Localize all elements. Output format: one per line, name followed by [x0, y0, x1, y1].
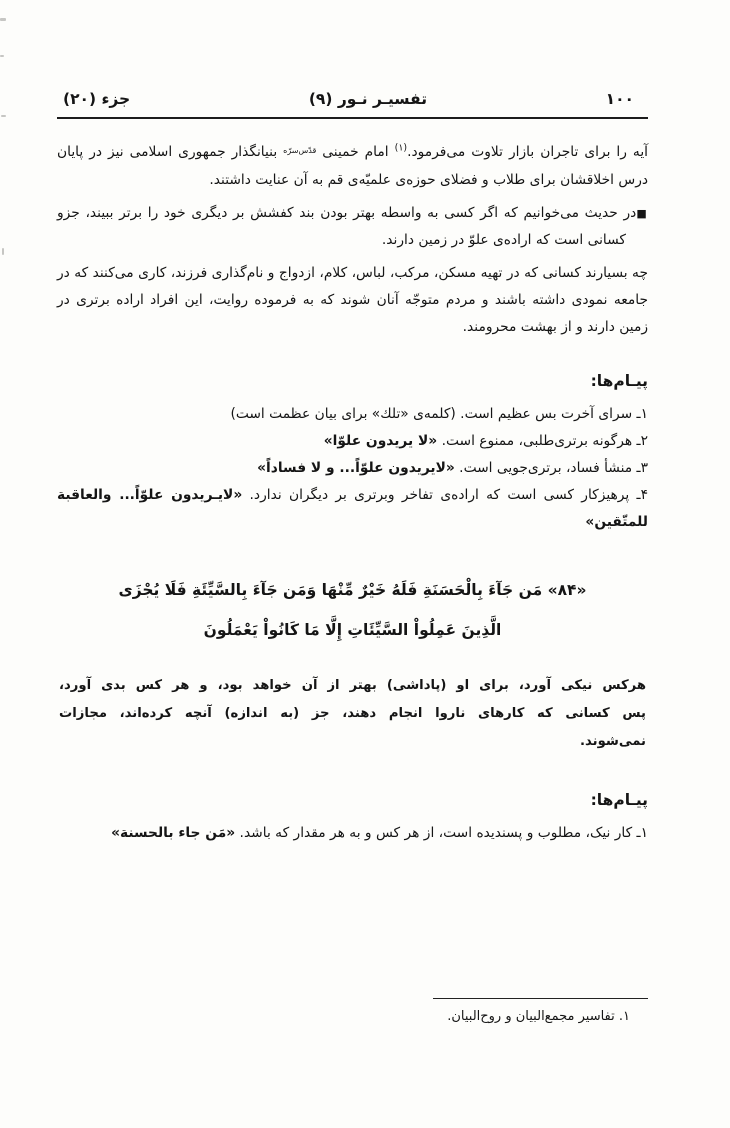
- square-bullet-icon: ■: [636, 207, 648, 220]
- verse-translation: هرکس نیکی آورد، برای او (پاداشی) بهتر از آن خواهد بود، و هر کس بدی آورد، پس کسانی که کارهای ناروا انجام دهند، جز (به اندازه) آنچه کرده‌اند، مجازات نمی‌شوند.: [59, 678, 646, 749]
- header-rule: [57, 117, 648, 119]
- verse-line: الَّذِینَ عَمِلُواْ السَّیِّئَاتِ إِلَّا مَا کَانُواْ یَعْمَلُونَ: [203, 621, 502, 639]
- page-header: [57, 90, 648, 108]
- intro-sentence: بنیانگذار جمهوری اسلامی نیز در پایان درس اخلاقشان برای طلاب و فضلای حوزه‌ی علمیّه‌ی قم به آن عنایت داشتند.: [57, 144, 648, 188]
- commentary-paragraph: چه بسیارند کسانی که در تهیه مسکن، مرکب، لباس، کلام، ازدواج و نام‌گذاری فرزند، کاری می‌کنند که در جامعه نمودی داشته باشند و مردم متوجّه آنان شوند که به فرموده روایت، این افراد اراده برتری در زمین دارند و از بهشت محرومند.: [57, 265, 648, 335]
- messages-list: [57, 401, 648, 536]
- footnote-rule: [433, 998, 648, 999]
- message-text: ۴ـ پرهیزکار کسی است که اراده‌ی تفاخر وبرتری بر دیگران ندارد.: [242, 487, 648, 503]
- message-text: ۲ـ هرگونه برتری‌طلبی، ممنوع است.: [437, 433, 648, 449]
- book-title: تفسیـر نـور (۹): [308, 90, 428, 108]
- scan-artifact: [0, 18, 6, 21]
- quran-quote: «لایـریدون علوّاً... والعاقبة للمتّقین»: [57, 487, 648, 530]
- intro-paragraph: [57, 139, 648, 194]
- footnote-text: ۱. تفاسیر مجمع‌البیان و روح‌البیان.: [447, 1009, 630, 1024]
- message-text: ۱ـ کار نیک، مطلوب و پسندیده است، از هر کس و به هر مقدار که باشد.: [235, 825, 648, 841]
- quran-quote: «لا یریدون علوّا»: [323, 433, 438, 449]
- messages-list: [57, 820, 648, 847]
- verse-line: «۸۴» مَن جَآءَ بِالْحَسَنَةِ فَلَهُ خَیْرٌ مِّنْهَا وَمَن جَآءَ بِالسَّیِّئَةِ فَلَا یُجْزَی: [118, 581, 587, 599]
- message-item: [57, 482, 648, 536]
- message-item: [57, 401, 648, 428]
- message-item: [57, 820, 648, 847]
- message-item: [57, 455, 648, 482]
- message-text: ۱ـ سرای آخرت بس عظیم است. (کلمه‌ی «تلك» برای بیان عظمت است): [230, 406, 648, 422]
- hadith-note: [57, 200, 648, 254]
- intro-sentence: آیه را برای تاجران بازار تلاوت می‌فرمود.: [407, 144, 649, 160]
- hadith-text: در حدیث می‌خوانیم که اگر کسی به واسطه بهتر بودن بند کفشش بر دیگری خود را برتر ببیند، جزو کسانی است که اراده‌ی علوّ در زمین دارند.: [57, 205, 637, 248]
- page-content: [57, 90, 648, 847]
- scan-artifact: [1, 115, 6, 117]
- messages-heading: پیـام‌ها:: [590, 372, 648, 390]
- quran-quote: «مَن جاء بالحسنة»: [111, 825, 236, 841]
- scan-artifact: [0, 55, 4, 57]
- page-number: ۱۰۰: [605, 90, 634, 108]
- scan-artifact: [2, 248, 4, 255]
- message-item: [57, 428, 648, 455]
- message-text: ۳ـ منشأ فساد، برتری‌جویی است.: [454, 460, 648, 476]
- juz-label: جزء (۲۰): [63, 90, 131, 108]
- intro-sentence: امام خمینی: [322, 144, 389, 160]
- quran-quote: «لایریدون علوّاً... و لا فساداً»: [257, 460, 455, 476]
- footnote-area: [57, 998, 648, 1028]
- footnote-ref: (۱): [394, 142, 408, 154]
- quran-verse: [57, 570, 648, 650]
- messages-heading: پیـام‌ها:: [590, 791, 648, 809]
- honorific-stamp: قدّس‌سرّه: [283, 146, 317, 155]
